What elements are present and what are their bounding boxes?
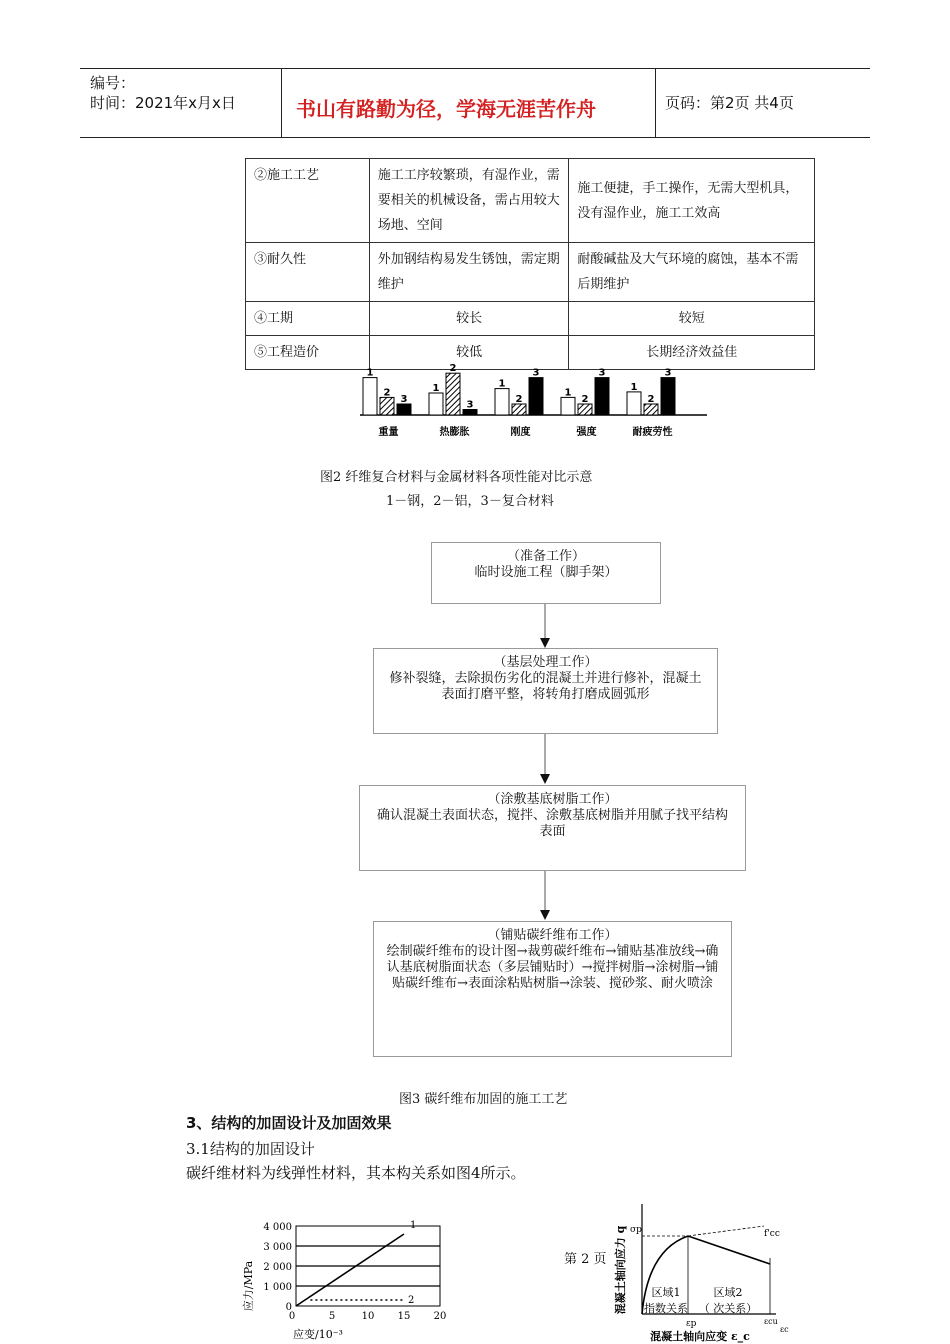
flow-box-carbon — [373, 921, 732, 1057]
table-row — [246, 159, 815, 243]
fig4a-series-label: 1 — [410, 1220, 417, 1231]
fig2-bar-label: 2 — [581, 394, 589, 405]
fig4b-ylabel: 混凝土轴向应力 q — [614, 1225, 627, 1315]
fig2-bar-label: 3 — [532, 367, 540, 379]
fig2-bar — [512, 404, 526, 415]
flow-arrows — [535, 604, 555, 924]
table-cell: 较短 — [569, 302, 815, 336]
fig2-bar-label: 2 — [515, 394, 523, 405]
footer-page-number: 第 2 页 — [564, 1252, 607, 1267]
fig2-category-label: 刚度 — [510, 427, 531, 438]
fig4b-zone1-sub: 指数关系 — [644, 1302, 688, 1315]
fig2-bar-label: 1 — [366, 367, 374, 379]
table-cell: 长期经济效益佳 — [569, 336, 815, 370]
table-cell: 外加钢结构易发生锈蚀，需定期维护 — [369, 243, 569, 302]
arrow-down-icon — [540, 910, 550, 920]
fig4b-curve-chart — [604, 1200, 794, 1344]
flow-box-title: （涂敷基底树脂工作） — [487, 792, 618, 807]
fig2-bar-label: 2 — [449, 363, 457, 375]
page-header — [80, 68, 870, 138]
fig2-legend: 1－钢，2－铝，3－复合材料 — [386, 494, 554, 509]
fig2-bar-label: 3 — [598, 367, 606, 379]
table-cell: 施工工序较繁琐，有湿作业，需要相关的机械设备，需占用较大场地、空间 — [369, 159, 569, 243]
motto: 书山有路勤为径，学海无涯苦作舟 — [296, 97, 596, 121]
fig4a-xtick: 0 — [288, 1311, 296, 1322]
fig2-bar-label: 1 — [630, 381, 638, 393]
fig4b-zone2-sub: （ 次关系） — [698, 1302, 758, 1315]
fig2-bar-label: 1 — [498, 378, 506, 390]
table-cell: ③耐久性 — [246, 243, 370, 302]
fig4a-ytick: 0 — [285, 1302, 292, 1313]
table-row — [246, 302, 815, 336]
fig4b-curve-zone2 — [688, 1236, 770, 1264]
table-cell: ④工期 — [246, 302, 370, 336]
fig4a-ytick: 3 000 — [263, 1242, 292, 1253]
table-cell: ②施工工艺 — [246, 159, 370, 243]
flow-box-prepare — [431, 542, 661, 604]
fig2-bar-chart — [355, 355, 715, 445]
fig4a-series-label: 2 — [408, 1295, 415, 1306]
fig2-category-label: 热膨胀 — [439, 427, 470, 438]
header-divider — [281, 69, 282, 137]
comparison-table — [245, 158, 815, 370]
table-cell: ⑤工程造价 — [246, 336, 370, 370]
fig4a-ytick: 1 000 — [263, 1282, 292, 1293]
section-paragraph: 碳纤维材料为线弹性材料，其本构关系如图4所示。 — [186, 1164, 526, 1182]
fig4b-sigma-label: σp — [630, 1225, 642, 1235]
fig4a-ytick: 2 000 — [263, 1262, 292, 1273]
fig2-bar-label: 2 — [383, 387, 391, 399]
fig2-bar — [644, 404, 658, 415]
page-label: 页码：第2页 共4页 — [665, 94, 794, 112]
fig2-bar — [495, 389, 509, 415]
arrow-down-icon — [540, 638, 550, 648]
fig2-bar — [529, 378, 543, 415]
fig2-category-label: 强度 — [576, 427, 597, 438]
fig3-caption: 图3 碳纤维布加固的施工工艺 — [399, 1092, 568, 1107]
fig2-bar-label: 1 — [432, 383, 440, 394]
fig2-bar-label: 3 — [466, 399, 474, 411]
fig4b-zone1-label: 区域1 — [651, 1286, 681, 1299]
section-subheading: 3.1结构的加固设计 — [186, 1140, 315, 1158]
fig2-bar — [595, 378, 609, 415]
fig4a-xtick: 20 — [433, 1311, 447, 1322]
fig2-bar-label: 1 — [564, 387, 572, 399]
arrow-down-icon — [540, 774, 550, 784]
fig2-category-label: 耐疲劳性 — [632, 427, 673, 438]
fig2-category-label: 重量 — [378, 427, 399, 438]
fig4b-xlabel: 混凝土轴向应变 ε_c — [650, 1330, 750, 1343]
fig4a-xlabel: 应变/10⁻³ — [293, 1328, 343, 1341]
date-label: 时间：2021年x月x日 — [90, 94, 236, 112]
fig4b-fcc-line — [688, 1226, 764, 1236]
fig2-bar — [561, 397, 575, 415]
table-row — [246, 243, 815, 302]
fig2-bar — [661, 378, 675, 415]
fig4b-epsc-label: εc — [780, 1325, 789, 1334]
table-cell: 较低 — [369, 336, 569, 370]
fig4b-fcc-label: f'cc — [764, 1229, 780, 1239]
flow-box-text: 临时设施工程（脚手架） — [474, 565, 618, 580]
fig2-bar — [380, 397, 394, 415]
fig2-bar — [627, 392, 641, 415]
fig2-bar — [397, 404, 411, 415]
fig2-caption: 图2 纤维复合材料与金属材料各项性能对比示意 — [320, 470, 593, 485]
flow-box-title: （铺贴碳纤维布工作） — [487, 928, 618, 943]
fig4a-line-chart — [238, 1212, 460, 1344]
fig2-bar — [446, 373, 460, 415]
fig2-bar-label: 3 — [664, 367, 672, 379]
flow-box-text: 修补裂缝，去除损伤劣化的混凝土并进行修补，混凝土表面打磨平整，将转角打磨成圆弧形 — [389, 671, 702, 702]
fig4a-series-line — [296, 1234, 404, 1306]
table-cell: 耐酸碱盐及大气环境的腐蚀，基本不需后期维护 — [569, 243, 815, 302]
fig4a-ytick: 4 000 — [263, 1222, 292, 1233]
table-cell: 施工便捷，手工操作，无需大型机具，没有湿作业，施工工效高 — [569, 159, 815, 243]
fig2-bar — [578, 404, 592, 415]
fig2-bar — [429, 393, 443, 415]
flow-box-title: （基层处理工作） — [493, 655, 598, 670]
fig4a-xtick: 15 — [397, 1311, 411, 1322]
header-divider — [655, 69, 656, 137]
number-label: 编号： — [90, 74, 136, 92]
fig4a-ylabel: 应力/MPa — [242, 1260, 255, 1312]
section-heading: 3、结构的加固设计及加固效果 — [186, 1114, 392, 1132]
flow-box-text: 绘制碳纤维布的设计图→裁剪碳纤维布→铺贴基准放线→确认基底树脂面状态（多层铺贴时）→搅拌树脂→涂树脂→铺贴碳纤维布→表面涂粘贴树脂→涂装、搅砂浆、耐火喷涂 — [386, 944, 719, 991]
fig4a-xtick: 10 — [361, 1311, 375, 1322]
table-cell: 较长 — [369, 302, 569, 336]
fig2-bar-label: 3 — [400, 394, 408, 405]
flow-box-title: （准备工作） — [506, 549, 585, 564]
fig2-bar — [363, 378, 377, 415]
fig4b-epscu-label: εcu — [764, 1317, 778, 1326]
fig2-bar-label: 2 — [647, 394, 655, 405]
flow-box-text: 确认混凝土表面状态，搅拌、涂敷基底树脂并用腻子找平结构表面 — [376, 808, 728, 839]
fig4b-epsp-label: εp — [686, 1319, 697, 1329]
fig4a-xtick: 5 — [328, 1311, 336, 1322]
fig4b-zone2-label: 区域2 — [713, 1286, 743, 1299]
